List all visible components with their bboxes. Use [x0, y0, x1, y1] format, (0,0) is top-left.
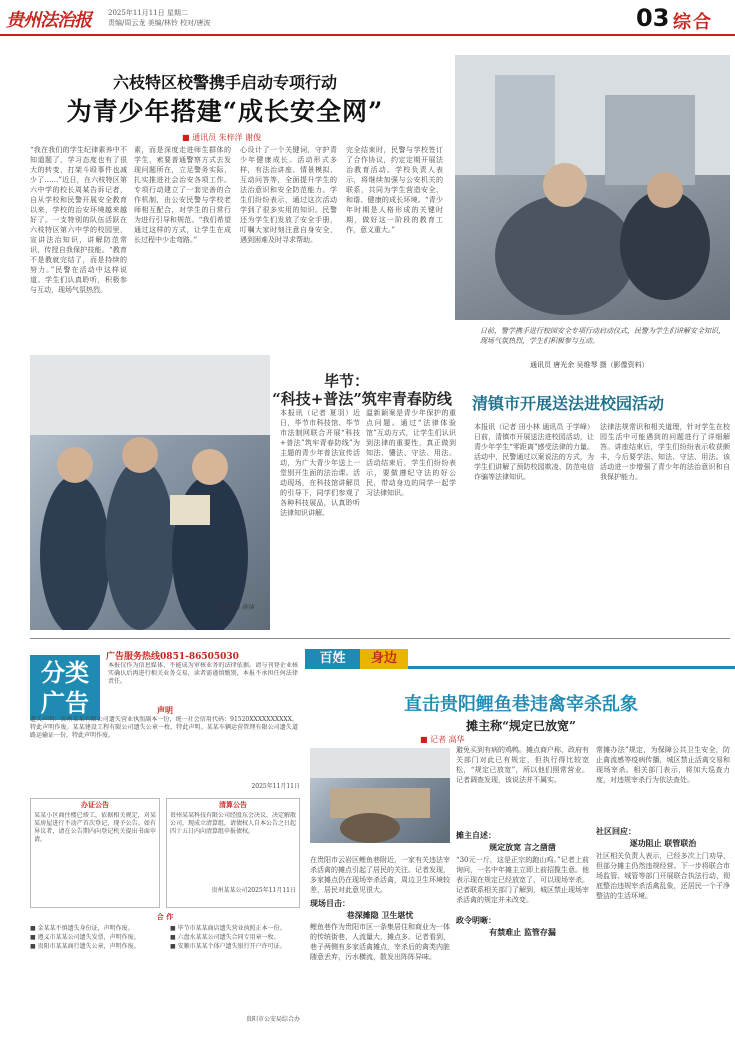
bb-col-a2: 鲤鱼巷作为贵阳市区一条集居住和商业为一体的传统街巷，人流量大，摊点多。记者看到，巷子两侧有多家活禽摊点，宰杀后的禽类内脏随意丢弃，污水横流，散发出阵阵异味。 [310, 923, 450, 961]
bb-sub4b: 逐功阻止 联管联治 [629, 838, 697, 848]
lead-photo [455, 55, 730, 320]
lead-kicker: 六枝特区校警携手启动专项行动 [112, 73, 337, 92]
qz-title: 清镇市开展送法进校园活动 [472, 394, 665, 413]
lead-column-2: 素，而是深度走进师生群体的学生，索要普通警察方式去发现问题所在，立足警务实际，扎实推进社会治安各项工作。专项行动建立了一套完善的合作机制，由公安民警与学校老师相互配合，对学生的日常行为进行引导和规范。“我们希望通过这样的方式，让学生在成长过程中少走弯路。” [134, 146, 231, 244]
ad-list-heading: 合 作 [156, 912, 174, 921]
lead-headline: 为青少年搭建“成长安全网” [66, 97, 384, 126]
bb-subheadline: 摊主称“规定已放宽” [466, 719, 576, 733]
bb-col-b: 避免买到有病的鸡鸭。摊点商户称，政府有关部门对此已有规定，但执行得比较宽松，“规定已放宽”，所以他们照常营业。记者调查发现，该说法并不属实。 [456, 746, 589, 784]
ad-list-sign: 贵阳市公安局综合办 [245, 1016, 300, 1023]
bb-sub2: 摊主自述： [456, 831, 496, 840]
market-scene-icon [310, 748, 450, 843]
bb-sub1b: 巷深摊隐 卫生堪忧 [346, 910, 414, 920]
badge-line-2: 广告 [41, 689, 89, 717]
section-tag: 百姓 [305, 649, 360, 669]
bb-sub2b: 规定放宽 言之凿凿 [489, 842, 556, 852]
lower-photo [30, 355, 270, 630]
ad-list-right [170, 924, 300, 1024]
lead-column-3: 心设计了一个关键词，守护青少年健康成长。活动形式多样，有法治讲座、情景模拟、互动问答等，全面提升学生的法治意识和安全防范能力。学生们纷纷表示，通过这次活动学到了很多实用的知识。民警还为学生们发放了安全手册，叮嘱大家时刻注意自身安全，遇到困难及时寻求帮助。 [240, 146, 337, 244]
inner-title: “科技+普法”筑牢青春防线 [272, 390, 452, 408]
bb-sub3: 政令明晰： [456, 916, 496, 925]
lead-column-4: 完全结束时，民警与学校签订了合作协议，约定定期开展法治教育活动。学校负责人表示，将继续加强与公安机关的联系，共同为学生营造安全、和谐、健康的成长环境。“青少年时期是人格形成的关键时期，做好这一阶段的教育工作，意义重大。” [346, 146, 443, 234]
ad-hotline: 广告服务热线0851-86505030 [106, 652, 239, 662]
bb-headline: 直击贵阳鲤鱼巷违禽宰杀乱象 [404, 694, 638, 715]
notice-body: 遗失声明：贵州某某有限公司遗失营业执照副本一份，统一社会信用代码：91520XXXXXXXXXX，特此声明作废。某某建设工程有限公司遗失公章一枚，特此声明。某某车辆运营管理有限公司遗失道路运输证一份，特此声明作废。 [30, 716, 298, 739]
editor-line: 责编/周云龙 美编/林铃 校对/唐波 [108, 19, 211, 27]
notice3-body: 贵州某某科技有限公司经股东会决议，决定解散公司，现成立清算组，请债权人自本公告之日起四十五日内向清算组申报债权。 [170, 812, 296, 835]
notice-date: 2025年11月11日 [251, 783, 300, 790]
lead-photo-credit: 通讯员 唐光余 吴维琴 摄（影像资料） [530, 361, 649, 369]
bb-sub1: 现场目击： [310, 899, 350, 908]
bb-sub3b: 有禁难止 监管存漏 [489, 927, 556, 937]
list-item: ■ 遵义市某某公司遗失发票，声明作废。 [30, 934, 140, 941]
notice2-body: 某某小区商住楼已竣工，依据相关规定，对某某房屋进行不动产首次登记，现予公告。如有异议者，请在公告期内向登记机关提出书面申请。 [34, 812, 156, 843]
section-name: 综合 [673, 12, 713, 33]
ad-list-left [30, 924, 165, 1024]
section-tag-2: 身边 [360, 649, 408, 669]
divider [30, 638, 730, 639]
photo-scene-icon [455, 55, 730, 320]
kz-column-1: 本报讯（记者 夏羽）近日，毕节市科技馆、毕节市法制网联合开展“科技+普法”筑牢青春防线”为主题的青少年普法宣传活动，为广大青少年送上一堂别开生面的法治课。活动现场，在科技馆讲解员的引导下，同学们参观了各种科技展品，认真聆听法律知识讲解。 [280, 409, 360, 517]
lead-photo-caption: 日前，警学携手进行校园安全专项行动启动仪式，民警为学生们讲解安全知识，现场气氛热烈，学生们积极参与互动。 [480, 327, 725, 345]
lead-byline: ■ 通讯员 朱梓洋 谢俊 [182, 133, 262, 142]
section-number: 03 [636, 4, 670, 32]
qz-column-2: 法律法规常识和相关道理，针对学生在校园生活中可能遇到的问题进行了详细解答。讲座结束后，学生们纷纷表示收获颇丰，今后要学法、知法、守法、用法。该活动进一步增强了青少年的法治意识和自我保护能力。 [600, 423, 730, 481]
notice3-heading: 清算公告 [219, 800, 247, 809]
list-item: ■ 贵阳市某某商行遗失公章，声明作废。 [30, 943, 140, 950]
bb-col-a: 在贵阳市云岩区鲤鱼巷附近，一家有关违法宰杀活禽的摊点引起了居民的关注。记者发现，多家摊点仍在现场宰杀活禽，周边卫生环境较差，居民对此意见很大。 [310, 856, 450, 894]
badge-line-1: 分类 [41, 659, 89, 687]
kz-column-2: 温新颖案是青少年保护的重点问题。通过“法律体验馆”互动方式，让学生们认识到法律的重要性，真正做到知法、懂法、守法、用法。活动结束后，学生们纷纷表示，要做遵纪守法的好公民，带动身边的同学一起学习法律知识。 [366, 409, 456, 497]
date-line: 2025年11月11日 星期二 [108, 9, 188, 17]
list-item: ■ 金某某不慎遗失身份证，声明作废。 [30, 925, 134, 932]
bb-byline: ■ 记者 高华 [420, 735, 465, 744]
newspaper-logo: 贵州法治报 [6, 10, 91, 31]
qz-column-1: 本报讯（记者 田小林 通讯员 于学峰）日前，清镇市开展送法进校园活动，让青少年学生“零距离”感受法律的力量。活动中，民警通过以案说法的方式，为学生们讲解了预防校园欺凌、防范电信诈骗等法律知识。 [474, 423, 594, 481]
bb-col-c: 常摊办法”规定，为保障公共卫生安全，防止禽流感等疫病传播，城区禁止活禽交易和现场宰杀。相关部门表示，将加大巡查力度，对违规宰杀行为依法查处。 [596, 746, 730, 784]
lead-column-1: “我在我们的学生纪律素养中不知道题了，学习态度也有了很大的转变，打架斗殴事件也减少了……”近日，在六枝特区第六中学的校长周某告诉记者，自从学校和民警开展安全教育以来，学校的治安环境越来越好了。一支特别的队伍活跃在六枝特区第六中学的校园里，宣讲法治知识，讲解防范常识，传授自我保护技能。“教育不是教就完结了，而是持续的努力。”民警在活动中这样说道。学生们认真聆听，积极参与互动，现场气氛热烈。 [30, 146, 127, 294]
bb-col-b2: “30元一斤，这是正宗的跑山鸡。”记者上前询问，一名中年摊主立即上前招揽生意。他表示现在规定已经放宽了，可以现场宰杀。记者联系相关部门了解到，城区禁止现场宰杀活禽的规定并未改变。 [456, 856, 589, 904]
notice3-sign: 贵州某某公司2025年11月11日 [211, 887, 296, 894]
list-item: ■ 毕节市某某商店遗失营业执照正本一份。 [170, 925, 286, 932]
bb-col-c2: 社区相关负责人表示，已经多次上门劝导，但部分摊主仍然违规经营。下一步将联合市场监管、城管等部门开展联合执法行动，彻底整治违规宰杀活禽乱象，还居民一个干净整洁的生活环境。 [596, 852, 730, 900]
notice2-heading: 办证公告 [81, 800, 109, 809]
inner-credit: 通讯员 蒋伟 [222, 604, 254, 611]
bb-photo [310, 748, 450, 843]
ad-disclaimer: 本报仅作为信息媒体，不能成为审核业务的法律依据。请与刊登企业核实确认后再进行相关业务交易，读者需谨慎甄别，本报不承担任何法律责任。 [108, 662, 298, 685]
notice-heading: 声明 [157, 705, 173, 715]
list-item: ■ 六盘水某某公司遗失合同专用章一枚。 [170, 934, 280, 941]
bb-sub4: 社区回应： [596, 827, 636, 836]
list-item: ■ 安顺市某某个体户遗失银行开户许可证。 [170, 943, 286, 950]
students-scene-icon [30, 355, 270, 630]
inner-kicker: 毕节： [324, 372, 370, 390]
